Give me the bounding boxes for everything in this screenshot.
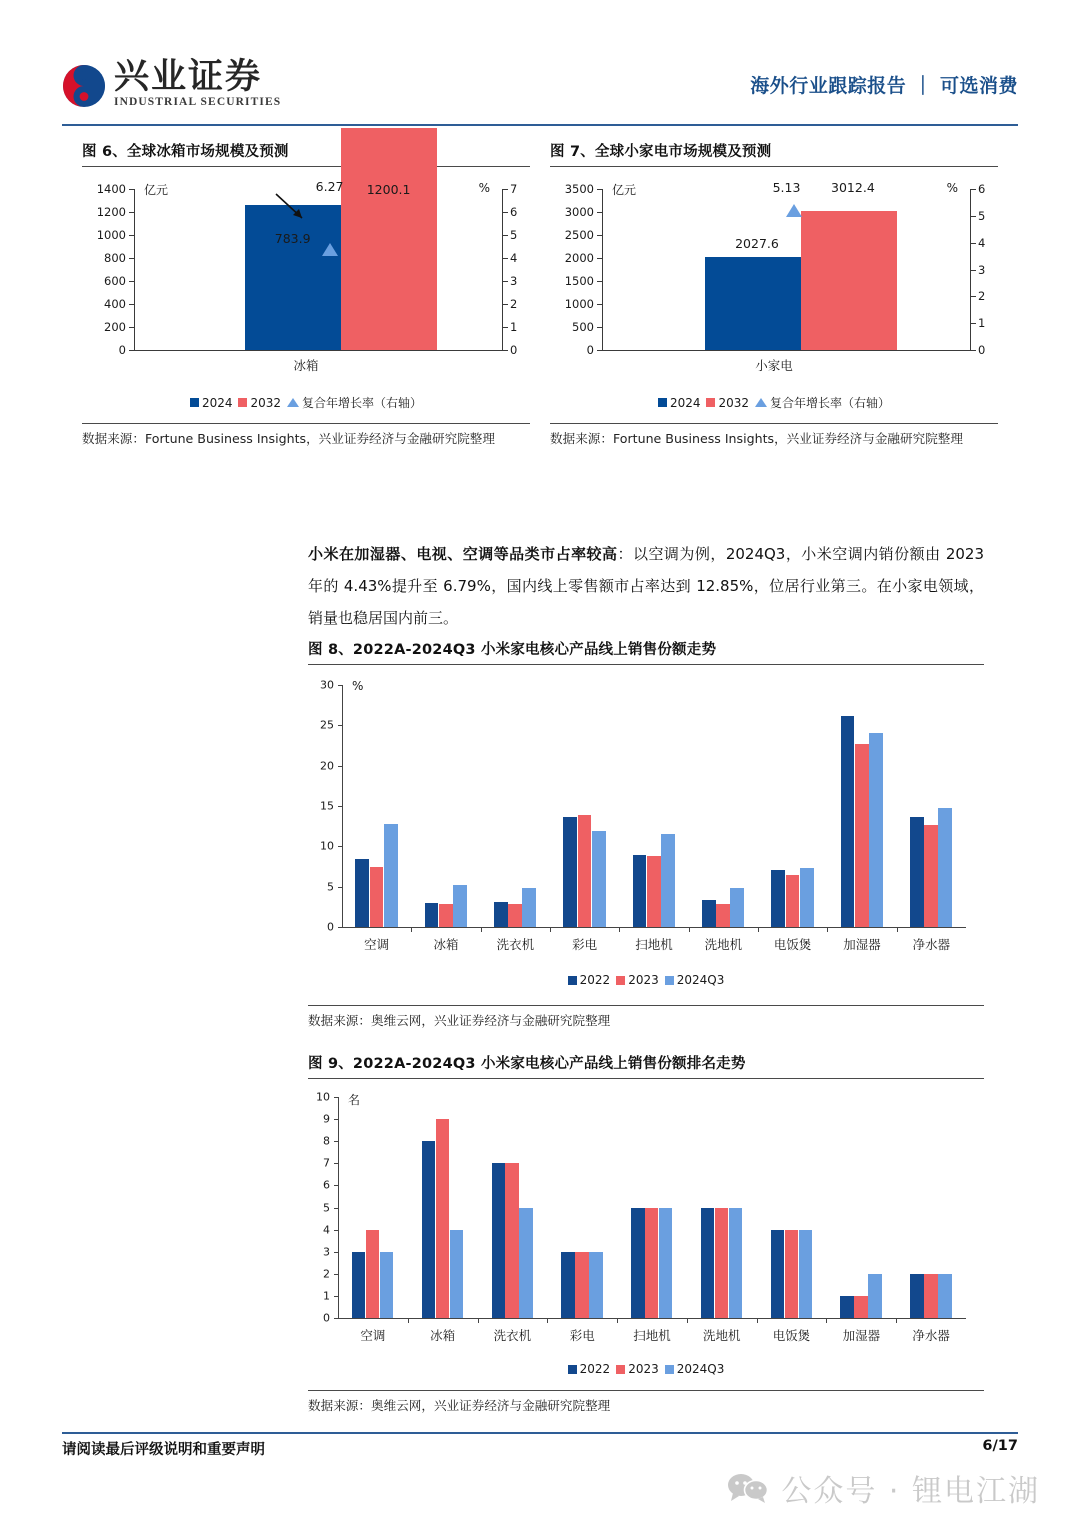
bar-2024Q3-净水器 (938, 808, 952, 927)
figure-6-chart (82, 175, 530, 390)
fig9-chart-ytick-8: 8 (323, 1134, 330, 1148)
x-tick-mark (897, 927, 898, 932)
bar-2022-净水器 (910, 1274, 923, 1318)
fig8-chart-category-加湿器: 加湿器 (843, 937, 881, 952)
fig7-label-2024: 2027.6 (735, 236, 779, 251)
bar-2022-净水器 (910, 817, 924, 927)
bar-2023-洗地机 (715, 1208, 728, 1319)
figures-6-7-row (82, 140, 998, 449)
fig7-legend-2032-label: 2032 (718, 395, 750, 410)
bar-2023-空调 (370, 867, 384, 927)
bar-2023-洗地机 (716, 904, 730, 927)
bar-2022-洗衣机 (492, 1163, 505, 1318)
legend-triangle-icon (755, 398, 767, 407)
bar-2023-冰箱 (436, 1119, 449, 1318)
fig8-chart-ytick-25: 25 (320, 718, 334, 732)
fig7-ytick-0: 0 (586, 343, 594, 357)
bar-2024Q3-彩电 (592, 831, 606, 927)
x-tick-mark (547, 1318, 548, 1323)
x-axis-line (338, 1318, 966, 1319)
fig7-legend-2024-label: 2024 (669, 395, 701, 410)
fig6-legend-2024-label: 2024 (201, 395, 233, 410)
x-axis-line (342, 927, 966, 928)
bar-2023-空调 (366, 1230, 379, 1318)
figure-8-title-divider (308, 664, 984, 665)
figure-8-source: 数据来源：奥维云网，兴业证券经济与金融研究院整理 (308, 1013, 611, 1028)
fig6-ytick-800: 800 (104, 251, 126, 265)
fig7-legend-cagr-label: 复合年增长率（右轴） (770, 396, 891, 410)
watermark (727, 1466, 1040, 1510)
fig9-chart-category-净水器: 净水器 (912, 1328, 950, 1343)
fig6-y2tick-7: 7 (510, 182, 518, 196)
figure-9-legend (308, 1362, 984, 1376)
fig7-bar-2024 (705, 257, 801, 350)
fig7-bar-2032 (801, 211, 897, 350)
fig8-chart-category-净水器: 净水器 (912, 937, 951, 952)
bar-2022-彩电 (563, 817, 577, 927)
fig6-legend-2032 (238, 396, 281, 410)
bar-2024Q3-洗衣机 (522, 888, 536, 927)
fig6-y2tick-2: 2 (510, 297, 518, 311)
figure-7 (550, 140, 998, 449)
fig9-chart-ytick-9: 9 (323, 1112, 330, 1126)
bar-2024Q3-扫地机 (659, 1208, 672, 1319)
legend-swatch-icon (665, 976, 674, 985)
fig8-chart-category-洗衣机: 洗衣机 (496, 937, 535, 952)
x-tick-mark (478, 1318, 479, 1323)
fig8-legend-2022 (568, 973, 611, 987)
bar-2024Q3-加湿器 (869, 733, 883, 927)
figure-7-title-divider (550, 166, 998, 167)
fig7-ytick-3000: 3000 (564, 205, 594, 219)
legend-swatch-icon (568, 1365, 577, 1374)
x-tick-mark (687, 1318, 688, 1323)
fig7-legend-2032 (706, 396, 749, 410)
fig8-legend-2024q3-label: 2024Q3 (676, 973, 725, 987)
legend-swatch-icon (238, 398, 247, 407)
legend-swatch-icon (616, 1365, 625, 1374)
fig6-y2tick-5: 5 (510, 228, 518, 242)
logo-company-name-cn: 兴业证券 (114, 56, 263, 97)
fig9-chart-category-电饭煲: 电饭煲 (772, 1328, 811, 1343)
fig8-chart-ytick-30: 30 (320, 678, 334, 692)
fig7-y2tick-0: 0 (978, 343, 986, 357)
figure-9 (308, 1052, 984, 1416)
fig8-chart-ytick-0: 0 (327, 920, 334, 934)
fig9-chart-ytick-0: 0 (323, 1311, 330, 1325)
fig6-y2tick-0: 0 (510, 343, 518, 357)
logo-company-name-en: INDUSTRIAL SECURITIES (114, 96, 282, 109)
figure-6 (82, 140, 530, 449)
fig6-ytick-200: 200 (104, 320, 126, 334)
y-axis-line (338, 1097, 339, 1318)
x-tick-mark (758, 927, 759, 932)
bar-2022-电饭煲 (771, 1230, 784, 1318)
bar-2023-加湿器 (855, 744, 869, 927)
legend-swatch-icon (665, 1365, 674, 1374)
page-header (62, 46, 1018, 122)
bar-2022-空调 (352, 1252, 365, 1318)
fig7-ytick-2500: 2500 (564, 228, 594, 242)
fig6-label-2032: 1200.1 (366, 182, 411, 197)
y-axis-line (342, 685, 343, 927)
figure-8 (308, 638, 984, 1031)
fig7-ytick-3500: 3500 (564, 182, 594, 196)
figure-8-chart (308, 671, 984, 971)
fig6-legend-2032-label: 2032 (250, 395, 282, 410)
x-tick-mark (619, 927, 620, 932)
fig8-chart-ytick-15: 15 (320, 799, 334, 813)
bar-2024Q3-电饭煲 (799, 1230, 812, 1318)
fig8-chart-category-电饭煲: 电饭煲 (773, 937, 812, 952)
fig9-chart-ytick-6: 6 (323, 1178, 330, 1192)
bar-2024Q3-净水器 (938, 1274, 951, 1318)
bar-2023-洗衣机 (505, 1163, 518, 1318)
wechat-icon (727, 1473, 769, 1503)
bar-2023-加湿器 (854, 1296, 867, 1318)
paragraph-lead-bold: 小米在加湿器、电视、空调等品类市占率较高 (308, 545, 618, 563)
fig7-y2tick-1: 1 (978, 316, 986, 330)
x-tick-mark (826, 1318, 827, 1323)
fig8-chart-ytick-20: 20 (320, 759, 334, 773)
fig9-legend-2024q3 (665, 1362, 725, 1376)
x-tick-mark (481, 927, 482, 932)
bar-2022-冰箱 (422, 1141, 435, 1318)
bar-2024Q3-彩电 (589, 1252, 602, 1318)
x-tick-mark (896, 1318, 897, 1323)
bar-2023-彩电 (575, 1252, 588, 1318)
fig6-y2-unit: % (478, 181, 490, 195)
fig9-chart-ytick-4: 4 (323, 1223, 330, 1237)
fig7-cagr-marker-icon (786, 204, 802, 217)
fig8-chart-category-洗地机: 洗地机 (704, 937, 743, 952)
fig6-y2tick-4: 4 (510, 251, 518, 265)
fig6-y2tick-1: 1 (510, 320, 518, 334)
page-number: 6/17 (982, 1438, 1018, 1454)
fig8-chart-y-unit: % (352, 679, 364, 693)
paragraph-body-text: ：以空调为例，2024Q3，小米空调内销份额由 2023 年的 4.43%提升至 6.79%，国内线上零售额市占率达到 12.85%，位居行业第三。在小家电领域，销量也稳居国内前三。 (308, 545, 984, 627)
legend-swatch-icon (616, 976, 625, 985)
bar-2023-扫地机 (647, 856, 661, 927)
fig9-chart-category-加湿器: 加湿器 (842, 1328, 881, 1343)
bar-2023-洗衣机 (508, 904, 522, 927)
bar-2022-加湿器 (840, 1296, 853, 1318)
fig7-y2tick-6: 6 (978, 182, 986, 196)
x-tick-mark (408, 1318, 409, 1323)
fig9-chart-ytick-5: 5 (323, 1201, 330, 1214)
bar-2023-电饭煲 (786, 875, 800, 927)
legend-swatch-icon (658, 398, 667, 407)
fig6-ytick-400: 400 (104, 297, 126, 311)
fig7-y2tick-5: 5 (978, 209, 986, 223)
fig7-ytick-500: 500 (572, 320, 594, 334)
fig9-legend-2023-label: 2023 (628, 1362, 659, 1376)
fig9-chart-category-冰箱: 冰箱 (430, 1328, 456, 1343)
figure-6-source: 数据来源：Fortune Business Insights，兴业证券经济与金融研究院整理 (82, 431, 495, 446)
footer-disclaimer: 请阅读最后评级说明和重要声明 (62, 1442, 265, 1458)
bar-2023-扫地机 (645, 1208, 658, 1319)
fig8-chart-category-扫地机: 扫地机 (635, 937, 673, 952)
fig9-chart-category-洗地机: 洗地机 (703, 1328, 741, 1343)
fig7-ytick-1000: 1000 (564, 297, 594, 311)
fig9-chart-ytick-1: 1 (323, 1289, 330, 1303)
watermark-text: 公众号 · 锂电江湖 (781, 1474, 1040, 1509)
fig6-legend-cagr-label: 复合年增长率（右轴） (302, 396, 423, 410)
fig9-chart-ytick-2: 2 (323, 1267, 330, 1281)
fig9-chart-category-扫地机: 扫地机 (633, 1328, 671, 1343)
report-category-title: 海外行业跟踪报告 ｜ 可选消费 (750, 74, 1018, 97)
bar-2024Q3-扫地机 (661, 834, 675, 927)
x-tick-mark (757, 1318, 758, 1323)
body-paragraph (308, 539, 984, 634)
figure-9-chart (308, 1085, 984, 1360)
fig7-ytick-2000: 2000 (564, 251, 594, 265)
x-tick-mark (411, 927, 412, 932)
fig7-y2-unit: % (946, 181, 958, 195)
fig7-label-2032: 3012.4 (831, 180, 875, 195)
bar-2024Q3-洗衣机 (519, 1208, 532, 1319)
bar-2022-洗衣机 (494, 902, 508, 927)
fig6-category-label: 冰箱 (293, 358, 319, 373)
fig6-y2tick-3: 3 (510, 274, 518, 288)
fig6-label-cagr: 6.27 (315, 179, 344, 194)
fig8-legend-2023 (616, 973, 659, 987)
bar-2022-冰箱 (425, 903, 439, 927)
fig8-chart-category-空调: 空调 (364, 937, 390, 952)
fig8-legend-2022-label: 2022 (579, 973, 611, 987)
x-tick-mark (550, 927, 551, 932)
legend-swatch-icon (568, 976, 577, 985)
figure-7-source: 数据来源：Fortune Business Insights，兴业证券经济与金融研究院整理 (550, 431, 963, 446)
figure-9-title-divider (308, 1078, 984, 1079)
bar-2022-洗地机 (701, 1208, 714, 1319)
bar-2023-净水器 (924, 1274, 937, 1318)
fig8-chart-ytick-5: 5 (327, 880, 334, 894)
bar-2023-冰箱 (439, 904, 453, 927)
fig6-legend-cagr (287, 394, 422, 411)
legend-swatch-icon (190, 398, 199, 407)
fig8-legend-2024q3 (665, 973, 725, 987)
fig6-bar-2032 (341, 128, 437, 350)
fig6-ytick-1200: 1200 (96, 205, 126, 219)
fig9-legend-2022 (568, 1362, 611, 1376)
bar-2022-加湿器 (841, 716, 855, 927)
fig7-legend-2024 (658, 396, 701, 410)
fig9-legend-2024q3-label: 2024Q3 (676, 1362, 725, 1376)
company-logo (62, 56, 282, 109)
fig6-y-unit: 亿元 (144, 183, 169, 197)
figure-8-title: 图 8、2022A-2024Q3 小米家电核心产品线上销售份额走势 (308, 642, 717, 658)
fig9-chart-category-彩电: 彩电 (569, 1328, 595, 1343)
fig7-label-cagr: 5.13 (772, 180, 801, 195)
figure-9-source: 数据来源：奥维云网，兴业证券经济与金融研究院整理 (308, 1398, 611, 1413)
legend-triangle-icon (287, 398, 299, 407)
fig7-y2tick-4: 4 (978, 236, 986, 250)
fig6-ytick-1400: 1400 (96, 182, 126, 196)
fig6-ytick-600: 600 (104, 274, 126, 288)
x-tick-mark (827, 927, 828, 932)
bar-2022-扫地机 (633, 855, 647, 927)
x-tick-mark (617, 1318, 618, 1323)
bar-2024Q3-洗地机 (730, 888, 744, 927)
fig9-chart-y-unit: 名 (348, 1093, 361, 1107)
fig8-legend-2023-label: 2023 (628, 973, 659, 987)
bar-2024Q3-洗地机 (729, 1208, 742, 1319)
industrial-securities-logo-icon (62, 64, 106, 108)
footer-divider (62, 1432, 1018, 1434)
bar-2024Q3-电饭煲 (800, 868, 814, 927)
fig8-chart-category-彩电: 彩电 (572, 937, 598, 952)
fig9-chart-category-洗衣机: 洗衣机 (493, 1328, 532, 1343)
fig7-category-label: 小家电 (755, 358, 793, 373)
bar-2022-空调 (355, 859, 369, 927)
figure-7-title: 图 7、全球小家电市场规模及预测 (550, 144, 772, 160)
bar-2023-彩电 (578, 815, 592, 927)
fig6-ytick-1000: 1000 (96, 228, 126, 242)
fig9-legend-2022-label: 2022 (579, 1362, 611, 1376)
fig8-chart-ytick-10: 10 (320, 839, 334, 853)
figure-6-title-divider (82, 166, 530, 167)
fig6-cagr-marker-icon (322, 243, 338, 256)
fig9-chart-ytick-3: 3 (323, 1245, 330, 1259)
bar-2024Q3-加湿器 (868, 1274, 881, 1318)
fig6-ytick-0: 0 (118, 343, 126, 357)
fig7-legend-cagr (755, 394, 890, 411)
bar-2023-净水器 (924, 825, 938, 927)
x-tick-mark (689, 927, 690, 932)
bar-2023-电饭煲 (785, 1230, 798, 1318)
bar-2024Q3-冰箱 (450, 1230, 463, 1318)
fig9-chart-category-空调: 空调 (360, 1328, 386, 1343)
bar-2022-扫地机 (631, 1208, 644, 1319)
bar-2024Q3-冰箱 (453, 885, 467, 927)
bar-2024Q3-空调 (380, 1252, 393, 1318)
fig7-y2tick-2: 2 (978, 289, 986, 303)
fig9-chart-ytick-10: 10 (316, 1090, 330, 1104)
figure-7-legend (550, 394, 998, 411)
figure-6-title: 图 6、全球冰箱市场规模及预测 (82, 144, 289, 160)
legend-swatch-icon (706, 398, 715, 407)
fig6-legend-2024 (190, 396, 233, 410)
fig7-y2tick-3: 3 (978, 263, 986, 277)
figure-9-title: 图 9、2022A-2024Q3 小米家电核心产品线上销售份额排名走势 (308, 1056, 746, 1072)
fig6-cagr-arrow-icon (274, 192, 312, 229)
fig9-chart-ytick-7: 7 (323, 1156, 330, 1170)
bar-2022-电饭煲 (771, 870, 785, 927)
fig7-y-unit: 亿元 (612, 183, 637, 197)
fig8-chart-category-冰箱: 冰箱 (433, 937, 459, 952)
figure-6-legend (82, 394, 530, 411)
fig6-label-2024: 783.9 (274, 231, 311, 246)
bar-2022-洗地机 (702, 900, 716, 927)
fig6-y2tick-6: 6 (510, 205, 518, 219)
figure-7-chart (550, 175, 998, 390)
bar-2022-彩电 (561, 1252, 574, 1318)
bar-2024Q3-空调 (384, 824, 398, 927)
figure-8-legend (308, 973, 984, 987)
fig7-ytick-1500: 1500 (564, 274, 594, 288)
fig9-legend-2023 (616, 1362, 659, 1376)
header-divider (62, 124, 1018, 126)
